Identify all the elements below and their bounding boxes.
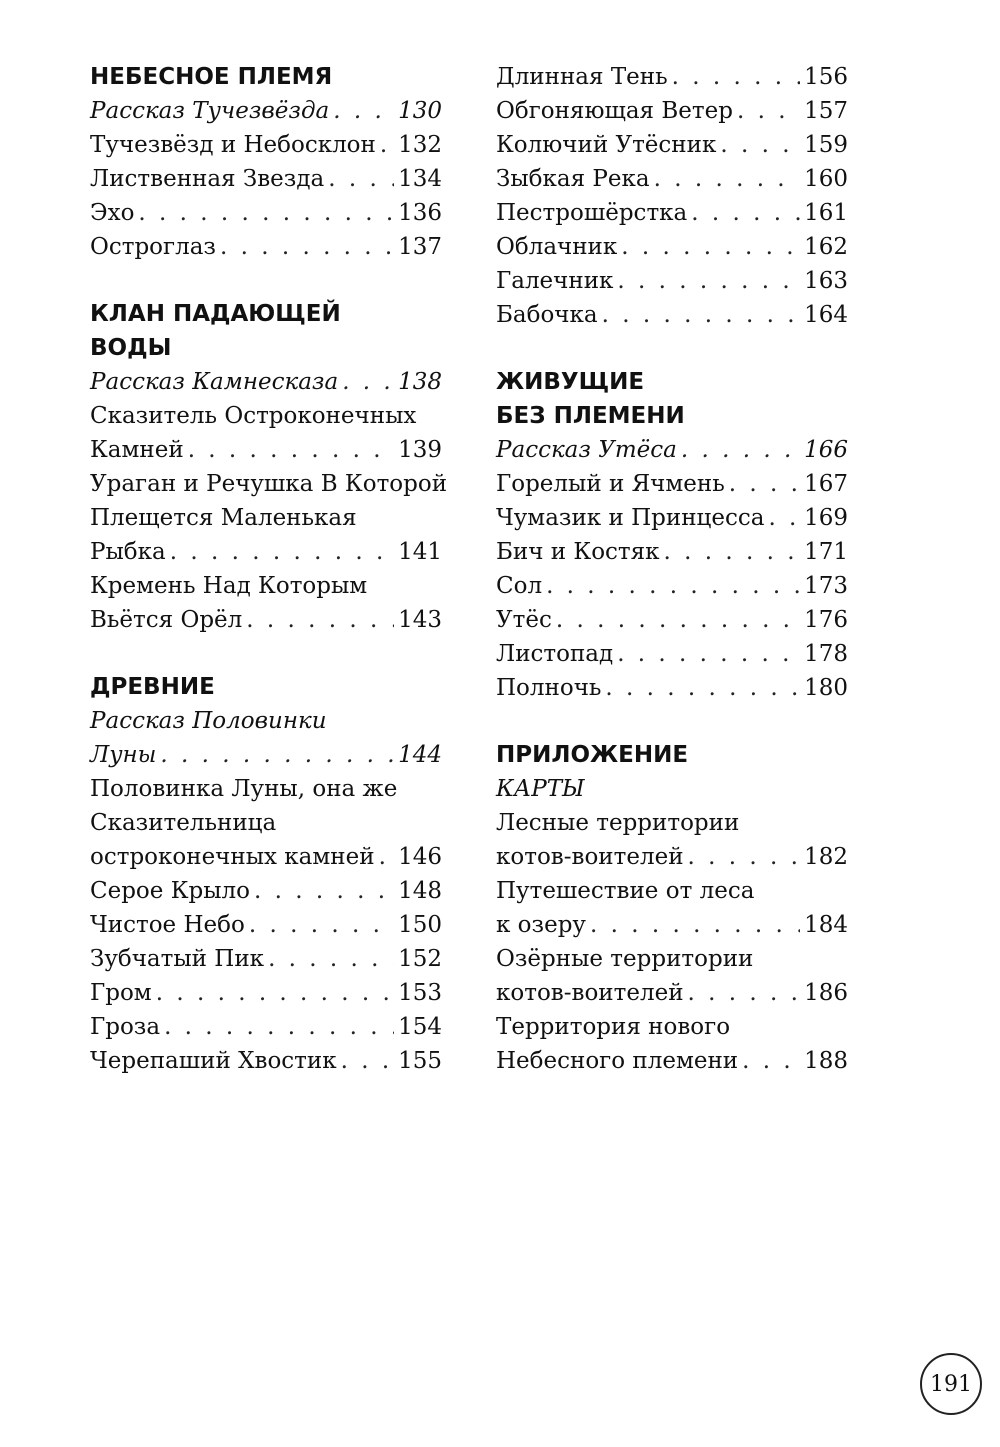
toc-entry-title: Длинная Тень xyxy=(496,64,668,90)
toc-entry xyxy=(496,264,848,298)
toc-entry-title: Галечник xyxy=(496,268,614,294)
toc-entry-title: Серое Крыло xyxy=(90,878,250,904)
dot-leader xyxy=(556,603,800,637)
section-gap xyxy=(496,332,848,365)
toc-entry xyxy=(496,60,848,94)
toc-entry-page: 143 xyxy=(398,607,442,633)
section-heading xyxy=(90,60,442,94)
toc-entry-page: 148 xyxy=(398,878,442,904)
section-heading xyxy=(90,670,442,704)
section-heading-text: ЖИВУЩИЕ xyxy=(496,369,645,395)
toc-entry-page: 144 xyxy=(398,742,442,768)
toc-entry-title: остроконечных камней xyxy=(90,844,375,870)
toc-entry-title: Гром xyxy=(90,980,152,1006)
toc-entry-title: Рыбка xyxy=(90,539,166,565)
section-gap xyxy=(90,637,442,670)
toc-text: Территория нового xyxy=(496,1014,731,1040)
section-heading-text: ПРИЛОЖЕНИЕ xyxy=(496,742,689,768)
dot-leader xyxy=(664,535,801,569)
toc-entry-page: 154 xyxy=(398,1014,442,1040)
toc-entry-title: Зыбкая Река xyxy=(496,166,650,192)
toc-entry-page: 162 xyxy=(804,234,848,260)
dot-leader xyxy=(341,1044,394,1078)
toc-text-line xyxy=(90,772,442,806)
dot-leader xyxy=(617,264,800,298)
toc-text: Сказительница xyxy=(90,810,277,836)
toc-entry xyxy=(90,976,442,1010)
section-heading xyxy=(496,365,848,399)
dot-leader xyxy=(720,128,800,162)
toc-entry xyxy=(90,1010,442,1044)
toc-entry-page: 171 xyxy=(804,539,848,565)
toc-entry xyxy=(496,1044,848,1078)
page-number: 191 xyxy=(920,1353,982,1415)
toc-text: Озёрные территории xyxy=(496,946,754,972)
toc-entry-title: Остроглаз xyxy=(90,234,216,260)
toc-entry xyxy=(496,603,848,637)
toc-entry xyxy=(496,433,848,467)
toc-entry-page: 153 xyxy=(398,980,442,1006)
dot-leader xyxy=(688,840,801,874)
toc-entry-title: Вьётся Орёл xyxy=(90,607,243,633)
toc-column-left xyxy=(90,60,448,1078)
toc-entry xyxy=(496,162,848,196)
toc-entry-title: Пестрошёрстка xyxy=(496,200,688,226)
toc-entry-page: 161 xyxy=(804,200,848,226)
toc-entry-title: Листопад xyxy=(496,641,614,667)
toc-text: Ураган и Речушка В Которой xyxy=(90,471,448,497)
toc-column-right xyxy=(496,60,848,1078)
dot-leader xyxy=(380,128,394,162)
toc-entry-page: 132 xyxy=(398,132,442,158)
toc-entry xyxy=(90,433,442,467)
toc-entry-title: котов-воителей xyxy=(496,980,684,1006)
dot-leader xyxy=(617,637,800,671)
toc-entry-page: 176 xyxy=(804,607,848,633)
dot-leader xyxy=(742,1044,800,1078)
toc-entry-title: Рассказ Тучезвёзда xyxy=(90,98,330,124)
toc-entry xyxy=(496,230,848,264)
toc-text: Сказитель Остроконечных xyxy=(90,403,417,429)
toc-text-line xyxy=(496,772,848,806)
toc-entry xyxy=(496,467,848,501)
toc-text-line xyxy=(90,467,448,501)
toc-entry xyxy=(90,230,442,264)
toc-entry-page: 169 xyxy=(804,505,848,531)
toc-text-line xyxy=(90,399,442,433)
dot-leader xyxy=(737,94,800,128)
dot-leader xyxy=(254,874,394,908)
toc-entry-page: 146 xyxy=(398,844,442,870)
dot-leader xyxy=(654,162,801,196)
toc-text: КАРТЫ xyxy=(496,776,585,802)
toc-entry xyxy=(90,874,442,908)
section-heading-text: ВОДЫ xyxy=(90,335,172,361)
dot-leader xyxy=(160,738,394,772)
toc-entry xyxy=(90,535,442,569)
toc-entry xyxy=(496,535,848,569)
dot-leader xyxy=(164,1010,394,1044)
toc-entry-title: Горелый и Ячмень xyxy=(496,471,725,497)
toc-entry xyxy=(90,908,442,942)
dot-leader xyxy=(602,298,800,332)
toc-entry-title: Рассказ Камнесказа xyxy=(90,369,339,395)
toc-entry xyxy=(496,976,848,1010)
toc-text-line xyxy=(496,806,848,840)
toc-entry xyxy=(496,298,848,332)
toc-entry-page: 188 xyxy=(804,1048,848,1074)
toc-entry-page: 184 xyxy=(804,912,848,938)
toc-entry-title: Обгоняющая Ветер xyxy=(496,98,733,124)
toc-entry-page: 167 xyxy=(804,471,848,497)
toc-entry-title: Тучезвёзд и Небосклон xyxy=(90,132,376,158)
toc-text-line xyxy=(496,942,848,976)
dot-leader xyxy=(188,433,394,467)
dot-leader xyxy=(220,230,394,264)
toc-entry-page: 134 xyxy=(398,166,442,192)
dot-leader xyxy=(729,467,800,501)
toc-entry-page: 163 xyxy=(804,268,848,294)
toc-text: Путешествие от леса xyxy=(496,878,755,904)
dot-leader xyxy=(342,365,394,399)
toc-entry xyxy=(90,94,442,128)
toc-entry-page: 155 xyxy=(398,1048,442,1074)
section-heading xyxy=(90,297,442,331)
toc-entry xyxy=(496,501,848,535)
toc-entry xyxy=(496,196,848,230)
toc-entry-page: 173 xyxy=(804,573,848,599)
toc-entry-title: Сол xyxy=(496,573,543,599)
dot-leader xyxy=(246,603,394,637)
toc-entry xyxy=(90,128,442,162)
toc-entry-title: Чумазик и Принцесса xyxy=(496,505,765,531)
toc-entry xyxy=(496,128,848,162)
dot-leader xyxy=(328,162,394,196)
toc-entry xyxy=(496,908,848,942)
toc-entry xyxy=(496,671,848,705)
section-gap xyxy=(90,264,442,297)
dot-leader xyxy=(546,569,800,603)
toc-entry-title: котов-воителей xyxy=(496,844,684,870)
dot-leader xyxy=(156,976,394,1010)
toc-entry-page: 157 xyxy=(804,98,848,124)
section-heading xyxy=(90,331,442,365)
toc-entry-page: 178 xyxy=(804,641,848,667)
dot-leader xyxy=(672,60,800,94)
toc-entry-title: Небесного племени xyxy=(496,1048,739,1074)
toc-entry-page: 136 xyxy=(398,200,442,226)
toc-entry-title: Эхо xyxy=(90,200,135,226)
toc-entry-page: 130 xyxy=(398,98,442,124)
toc-text-line xyxy=(90,501,442,535)
toc-entry-title: Черепаший Хвостик xyxy=(90,1048,337,1074)
toc-entry-page: 186 xyxy=(804,980,848,1006)
toc-entry-title: Рассказ Утёса xyxy=(496,437,677,463)
toc-text: Кремень Над Которым xyxy=(90,573,368,599)
dot-leader xyxy=(249,908,394,942)
toc-text: Половинка Луны, она же xyxy=(90,776,398,802)
toc-entry-title: Гроза xyxy=(90,1014,161,1040)
section-heading-text: БЕЗ ПЛЕМЕНИ xyxy=(496,403,685,429)
toc-entry xyxy=(90,365,442,399)
toc-entry-page: 139 xyxy=(398,437,442,463)
toc-entry xyxy=(496,94,848,128)
toc-text: Плещется Маленькая xyxy=(90,505,357,531)
toc-entry-title: Луны xyxy=(90,742,157,768)
toc-entry-page: 164 xyxy=(804,302,848,328)
toc-entry xyxy=(90,603,442,637)
dot-leader xyxy=(688,976,801,1010)
toc-entry-title: Зубчатый Пик xyxy=(90,946,265,972)
toc-text-line xyxy=(90,806,442,840)
toc-entry-page: 182 xyxy=(804,844,848,870)
toc-entry-title: к озеру xyxy=(496,912,586,938)
dot-leader xyxy=(379,840,395,874)
dot-leader xyxy=(691,196,800,230)
section-heading xyxy=(496,399,848,433)
dot-leader xyxy=(768,501,800,535)
toc-entry-title: Чистое Небо xyxy=(90,912,245,938)
dot-leader xyxy=(170,535,394,569)
toc-entry-page: 156 xyxy=(804,64,848,90)
toc-entry-title: Утёс xyxy=(496,607,552,633)
toc-entry-page: 159 xyxy=(804,132,848,158)
section-heading-text: ДРЕВНИЕ xyxy=(90,674,215,700)
dot-leader xyxy=(605,671,800,705)
toc-entry xyxy=(90,1044,442,1078)
toc-text: Лесные территории xyxy=(496,810,740,836)
toc-entry-title: Бабочка xyxy=(496,302,598,328)
dot-leader xyxy=(590,908,800,942)
toc-entry-title: Камней xyxy=(90,437,184,463)
dot-leader xyxy=(268,942,394,976)
toc-entry-title: Облачник xyxy=(496,234,618,260)
toc-entry-title: Колючий Утёсник xyxy=(496,132,717,158)
toc-entry xyxy=(90,738,442,772)
toc-entry xyxy=(90,942,442,976)
toc-entry-title: Полночь xyxy=(496,675,602,701)
toc-entry xyxy=(90,196,442,230)
toc-entry-title: Бич и Костяк xyxy=(496,539,660,565)
toc-entry-page: 152 xyxy=(398,946,442,972)
section-heading xyxy=(496,738,848,772)
toc-entry xyxy=(496,840,848,874)
toc-text: Рассказ Половинки xyxy=(90,708,327,734)
toc-entry-page: 160 xyxy=(804,166,848,192)
section-heading-text: НЕБЕСНОЕ ПЛЕМЯ xyxy=(90,64,333,90)
toc-text-line xyxy=(90,704,442,738)
toc-text-line xyxy=(496,1010,848,1044)
toc-entry-page: 150 xyxy=(398,912,442,938)
toc-text-line xyxy=(496,874,848,908)
dot-leader xyxy=(333,94,394,128)
toc-entry-page: 137 xyxy=(398,234,442,260)
toc-entry xyxy=(90,840,442,874)
toc-entry xyxy=(496,637,848,671)
toc-entry-page: 166 xyxy=(804,437,848,463)
toc-entry xyxy=(496,569,848,603)
toc-text-line xyxy=(90,569,442,603)
dot-leader xyxy=(621,230,800,264)
toc-entry xyxy=(90,162,442,196)
toc-entry-title: Лиственная Звезда xyxy=(90,166,325,192)
toc-entry-page: 141 xyxy=(398,539,442,565)
dot-leader xyxy=(681,433,800,467)
dot-leader xyxy=(138,196,394,230)
section-heading-text: КЛАН ПАДАЮЩЕЙ xyxy=(90,301,341,327)
toc-entry-page: 138 xyxy=(398,369,442,395)
toc-entry-page: 180 xyxy=(804,675,848,701)
section-gap xyxy=(496,705,848,738)
